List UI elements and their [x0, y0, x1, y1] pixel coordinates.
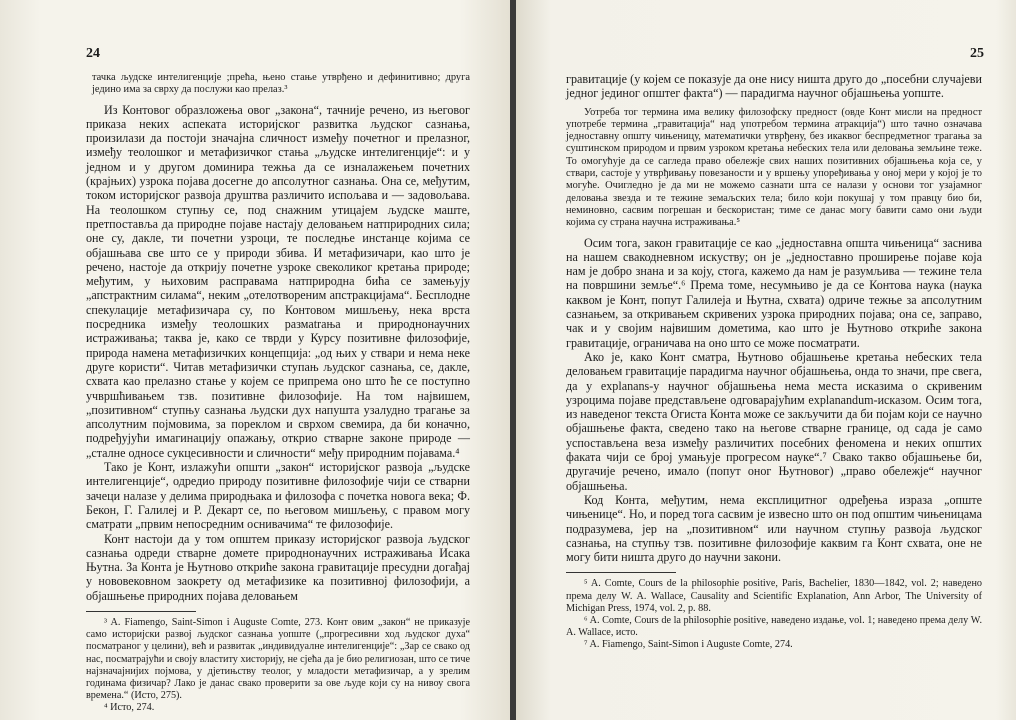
footnote: ⁵ A. Comte, Cours de la philosophie positive, Paris, Bachelier, 1830—1842, vol. 2; наведено према делу W. A. Wallace, Causality and Scientific Explanation, Ann Arbor, The University of Michigan Press, 1974, vol. 2, p. 88.	[566, 578, 982, 614]
page-number: 24	[86, 46, 100, 61]
block-quote: Уотребa тог термина има велику филозофску предност (овде Конт мисли на предност употребе термина „гравитација“ над употребом термина атракција“) што тачно означава једноставну општу чињеницу, математички утврђену, без икаквог беспредметног трагања за суштинском природом и првим узроком кретања небеских тела или деловања земљине теже. То омогућује да се сагледа право обележје свих наших позитивних објашњења која се, у ствари, састоје у утврђивању повезаности и у вршењу упоређивања у оној мери у којој је то могуће. Очигледно је да ми не можемо сазнати шта се налази у основи тог узајамног деловања звезда и те тежине земаљских тела; било који покушај у том правцу био би, неминовно, сасвим погрешан и бескористан; тиме се данас могу бавити само они људи којима су страна научна истраживања.⁵	[566, 106, 982, 229]
footnote: ⁴ Исто, 274.	[104, 702, 155, 714]
right-page-body	[566, 72, 982, 652]
paragraph: гравитације (у којем се показује да оне нису ништа друго до „посебни случајеви једног јединог општег факта“) — парадигма научног објашњења уопште.	[566, 72, 982, 101]
left-page-body	[86, 72, 470, 715]
page-number: 25	[970, 46, 984, 61]
paragraph: Осим тога, закон гравитације се као „једноставна општа чињеница“ заснива на нашем свакодневном искуству; он је „једноставно проширење појаве која нам је добро знана и за коју, стога, кажемо да нам је разумљива — тежине тела на површини земље“.⁶ Према томе, несумњиво је да се Контова наука (наука каквом је Конт, попут Галилеја и Њутна, схвата) одриче тежње за апсолутним сазнањем, за откривањем скривених узрока природних појава; она се, заправо, чак и у својим највишим дометима, као што је Њутново откриће закона гравитације, ограничава на оно што се може посматрати.	[566, 235, 982, 350]
paragraph: Из Контовог образложења овог „закона“, тачније речено, из његовог приказа неких аспеката историјског развитка људског сазнања, произилази да постоји значајна сличност између почетног и прелазног, између теолошког и метафизичког стања „људске интелигенције“: и у једном и у другом доминира тежња да се изналажењем почетних (крајњих) узрока појава досегне до апсолутног сазнања. Она се, међутим, током историјског развоја друштва различито испољава и — задовољава. На теолошком ступњу се, под снажним утицајем људске маште, претпоставља да природне појаве настају деловањем натприродних сила; оне су, дакле, ти почетни узроци, те последње инстанце којима се објашњава све што се у природи збива. И метафизичари, као што је речено, настоје да открију почетне узроке свеколиког кретања природе; међутим, у њиховим расправама натприродна бића се замењују „апстрактним силама“, неким „отелотвореним апстракцијама“. Бесплодне спекулације метафизичара су, по Контовом мишљењу, нека врста посредника између теолошких размаtrања и природнонаучних истраживања; таква је, како се тврди у Курсу позитивне филозофије, природа намена метафизичких концепција: „од њих у ствари и нема неке друге користи“. Читав метафизички ступањ људског сазнања, се, дакле, схвата као прелазно стање у којем се припрема оно што ће се поступно учвршћивањем тзв. позитивне филозофије. На том највишем, „позитивном“ ступњу сазнања људски дух напушта узалудно трагање за апсолутним појмовима, за пореклом и сврхом свемира, да би коначно, подређујући имагинацију опажању, открио стварне законе природе — „сталне односе сукцесивности и сличности“ међу природним појавама.⁴	[86, 102, 470, 460]
footnote-divider	[86, 611, 196, 612]
footnote: ³ A. Fiamengo, Saint-Simon i Auguste Comte, 273. Конт овим „закон“ не приказује само историјски развој људског сазнања уопште („прогресивни ход људског духа“ посматраног у целини), већ и развитак „индивидуалне интелигенције“: „Зар се свако од нас, посматрајући и своју властиту хисторију, не сјећа да је био религиозан, што се тиче најзначајнијих појмова, у дјетињству теолог, у младости метафизичар, а у зрелим годинама физичар? Лако је данас свако проверити за ове људе који су на нивоу свога времена.“ (Исто, 275).	[86, 616, 470, 702]
footnote-divider	[566, 572, 676, 573]
footnote: ⁷ A. Fiamengo, Saint-Simon i Auguste Comte, 274.	[584, 639, 793, 651]
right-page	[516, 0, 1016, 720]
block-quote: тачка људске интелигенције ;прећа, њено стање утврђено и дефинитивно; друга једино има за сврху да послужи као прелаз.³	[92, 72, 470, 96]
paragraph: Тако је Конт, излажући општи „закон“ историјског развоја „људске интелигенције“, одредио природу позитивне филозофије чији се стварни зачеци налазе у делима природњака и филозофа с почетка новога века; Ф. Бекон, Г. Галилеј и Р. Декарт се, по његовом мишљењу, с правом могу сматрати „првим непосредним оснивачима“ те филозофије.	[86, 460, 470, 532]
paragraph: Код Конта, међутим, нема експлицитног одређења израза „опште чињенице“. Но, и поред тога сасвим је извесно што он под општим чињеницама подразумева, јер на „позитивном“ или научном ступњу развоја људског сазнања, на ступњу тзв. позитивне филозофије каквим га Конт схвата, оне не могу бити ништа друго до научни закони.	[566, 492, 982, 565]
paragraph: Ако је, како Конт сматра, Њутново објашњење кретања небеских тела деловањем гравитације парадигма научног објашњења, онда то значи, пре свега, да у explanans-у научног објашњења нема места исказима о скривеним узроцима појаве представљене одговарајућим explanandum-исказом. Осим тога, из наведеног текста Огиста Конта може се закључити да би појам који се научно објашњење факта, сведено тако на његове стварне границе, од сада је само успостављена веза између различитих посебних феномена и неких општих факата чији се број умањује прогресом науке“.⁷ Свако такво објашњење би, другачије речено, имало (попут оног Њутновог) „право обележје“ научног објашњења.	[566, 349, 982, 493]
paragraph: Конт настоји да у том општем приказу историјског развоја људског сазнања одреди стварне домете природнонаучних истраживања Исака Њутна. За Конта је Њутново откриће закона гравитације пресудни догађај у нововековном заокрету од метафизике ка позитивној филозофији, а објашњење природних појава деловањем	[86, 531, 470, 603]
footnote: ⁶ A. Comte, Cours de la philosophie positive, наведено издање, vol. 1; наведено према делу W. A. Wallace, исто.	[566, 615, 982, 639]
